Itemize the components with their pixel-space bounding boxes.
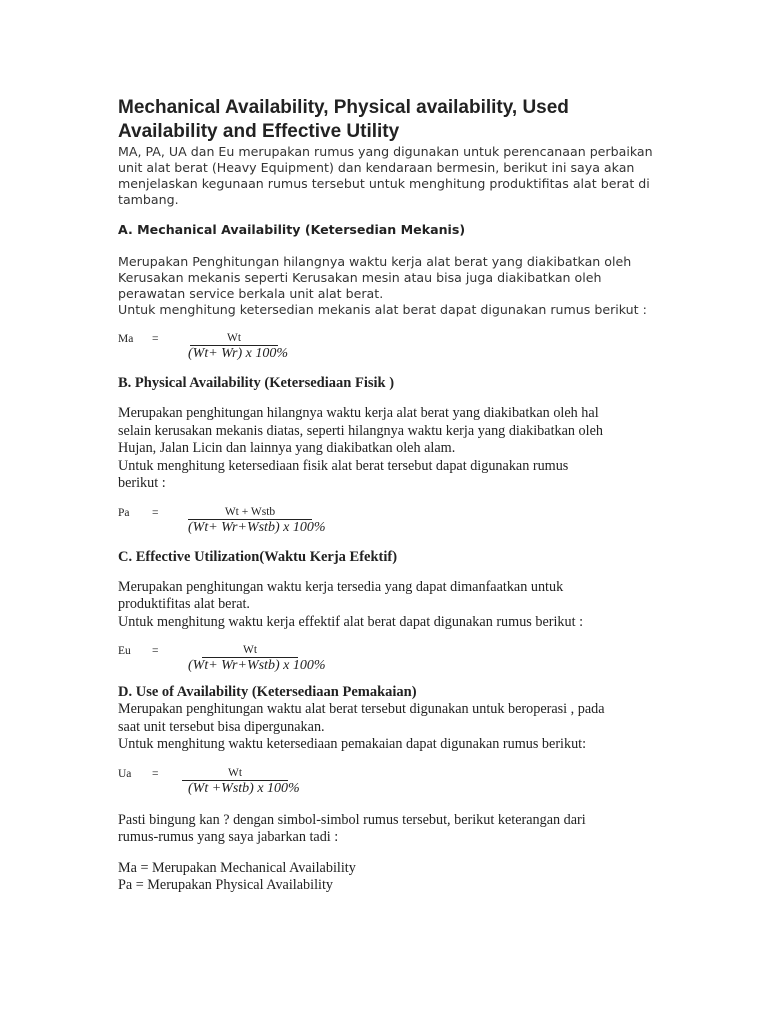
intro-line: tambang. xyxy=(118,192,179,207)
formula-denominator: (Wt+ Wr) x 100% xyxy=(188,346,289,361)
document-page xyxy=(118,96,658,895)
section-b-line: Merupakan penghitungan hilangnya waktu kerja alat berat yang diakibatkan oleh hal xyxy=(118,405,599,421)
section-c-line: Merupakan penghitungan waktu kerja tersedia yang dapat dimanfaatkan untuk xyxy=(118,578,564,595)
formula-equals: = xyxy=(152,333,159,345)
section-b-line: berikut : xyxy=(118,475,166,491)
formula-numerator: Wt xyxy=(190,331,278,346)
intro-line: MA, PA, UA dan Eu merupakan rumus yang digunakan untuk perencanaan perbaikan xyxy=(118,144,653,159)
formula-ma xyxy=(118,331,658,365)
closing-line: rumus-rumus yang saya jabarkan tadi : xyxy=(118,829,339,845)
intro-line: unit alat berat (Heavy Equipment) dan kendaraan bermesin, berikut ini saya akan xyxy=(118,160,635,175)
formula-numerator: Wt xyxy=(202,643,298,658)
section-a-line: Untuk menghitung ketersedian mekanis alat berat dapat digunakan rumus berikut : xyxy=(118,302,647,317)
closing-line: Pasti bingung kan ? dengan simbol-simbol rumus tersebut, berikut keterangan dari xyxy=(118,811,586,828)
section-d-body xyxy=(118,701,658,754)
section-a-heading: A. Mechanical Availability (Ketersedian Mekanis) xyxy=(118,222,466,237)
section-b-line: selain kerusakan mekanis diatas, seperti hilangnya waktu kerja yang diakibatkan oleh xyxy=(118,422,603,439)
section-c-heading: C. Effective Utilization(Waktu Kerja Efektif) xyxy=(118,548,398,565)
section-a-line: Merupakan Penghitungan hilangnya waktu kerja alat berat yang diakibatkan oleh xyxy=(118,254,632,269)
formula-lhs: Pa xyxy=(118,506,130,519)
section-c-line: produktifitas alat berat. xyxy=(118,596,250,612)
section-a-line: Kerusakan mekanis seperti Kerusakan mesin atau bisa juga diakibatkan oleh xyxy=(118,270,602,285)
formula-denominator: (Wt +Wstb) x 100% xyxy=(188,780,300,796)
formula-eu xyxy=(118,643,658,677)
section-d-line: Merupakan penghitungan waktu alat berat tersebut digunakan untuk beroperasi , pada xyxy=(118,701,605,717)
legend-list xyxy=(118,860,658,895)
formula-lhs: Ua xyxy=(118,767,132,780)
legend-item: Pa = Merupakan Physical Availability xyxy=(118,877,333,893)
formula-denominator: (Wt+ Wr+Wstb) x 100% xyxy=(188,658,326,673)
legend-item: Ma = Merupakan Mechanical Availability xyxy=(118,859,356,876)
formula-numerator: Wt xyxy=(182,766,288,781)
section-d-line: saat unit tersebut bisa dipergunakan. xyxy=(118,718,325,735)
formula-pa xyxy=(118,505,658,539)
section-d-line: Untuk menghitung waktu ketersediaan pemakaian dapat digunakan rumus berikut: xyxy=(118,736,587,752)
document-title: Mechanical Availability, Physical availability, Used Availability and Effective Utility xyxy=(118,97,569,142)
section-b-line: Hujan, Jalan Licin dan lainnya yang diakibatkan oleh alam. xyxy=(118,440,456,456)
section-b-line: Untuk menghitung ketersediaan fisik alat berat tersebut dapat digunakan rumus xyxy=(118,457,569,474)
section-c-body xyxy=(118,579,658,632)
section-b-heading: B. Physical Availability (Ketersediaan Fisik ) xyxy=(118,375,395,391)
section-a-line: perawatan service berkala unit alat berat. xyxy=(118,286,384,301)
closing-paragraph xyxy=(118,812,658,847)
formula-lhs: Eu xyxy=(118,645,131,657)
formula-numerator: Wt + Wstb xyxy=(188,505,312,520)
section-a-body xyxy=(118,254,658,318)
section-d-heading: D. Use of Availability (Ketersediaan Pemakaian) xyxy=(118,684,417,700)
formula-denominator: (Wt+ Wr+Wstb) x 100% xyxy=(188,519,326,535)
section-c-line: Untuk menghitung waktu kerja effektif alat berat dapat digunakan rumus berikut : xyxy=(118,613,584,630)
formula-equals: = xyxy=(152,767,159,780)
formula-equals: = xyxy=(152,645,159,657)
formula-lhs: Ma xyxy=(118,333,134,345)
intro-paragraph xyxy=(118,144,658,208)
intro-line: menjelaskan kegunaan rumus tersebut untuk menghitung produktifitas alat berat di xyxy=(118,176,650,191)
formula-ua xyxy=(118,766,658,800)
formula-equals: = xyxy=(152,506,159,519)
section-b-body xyxy=(118,405,658,493)
